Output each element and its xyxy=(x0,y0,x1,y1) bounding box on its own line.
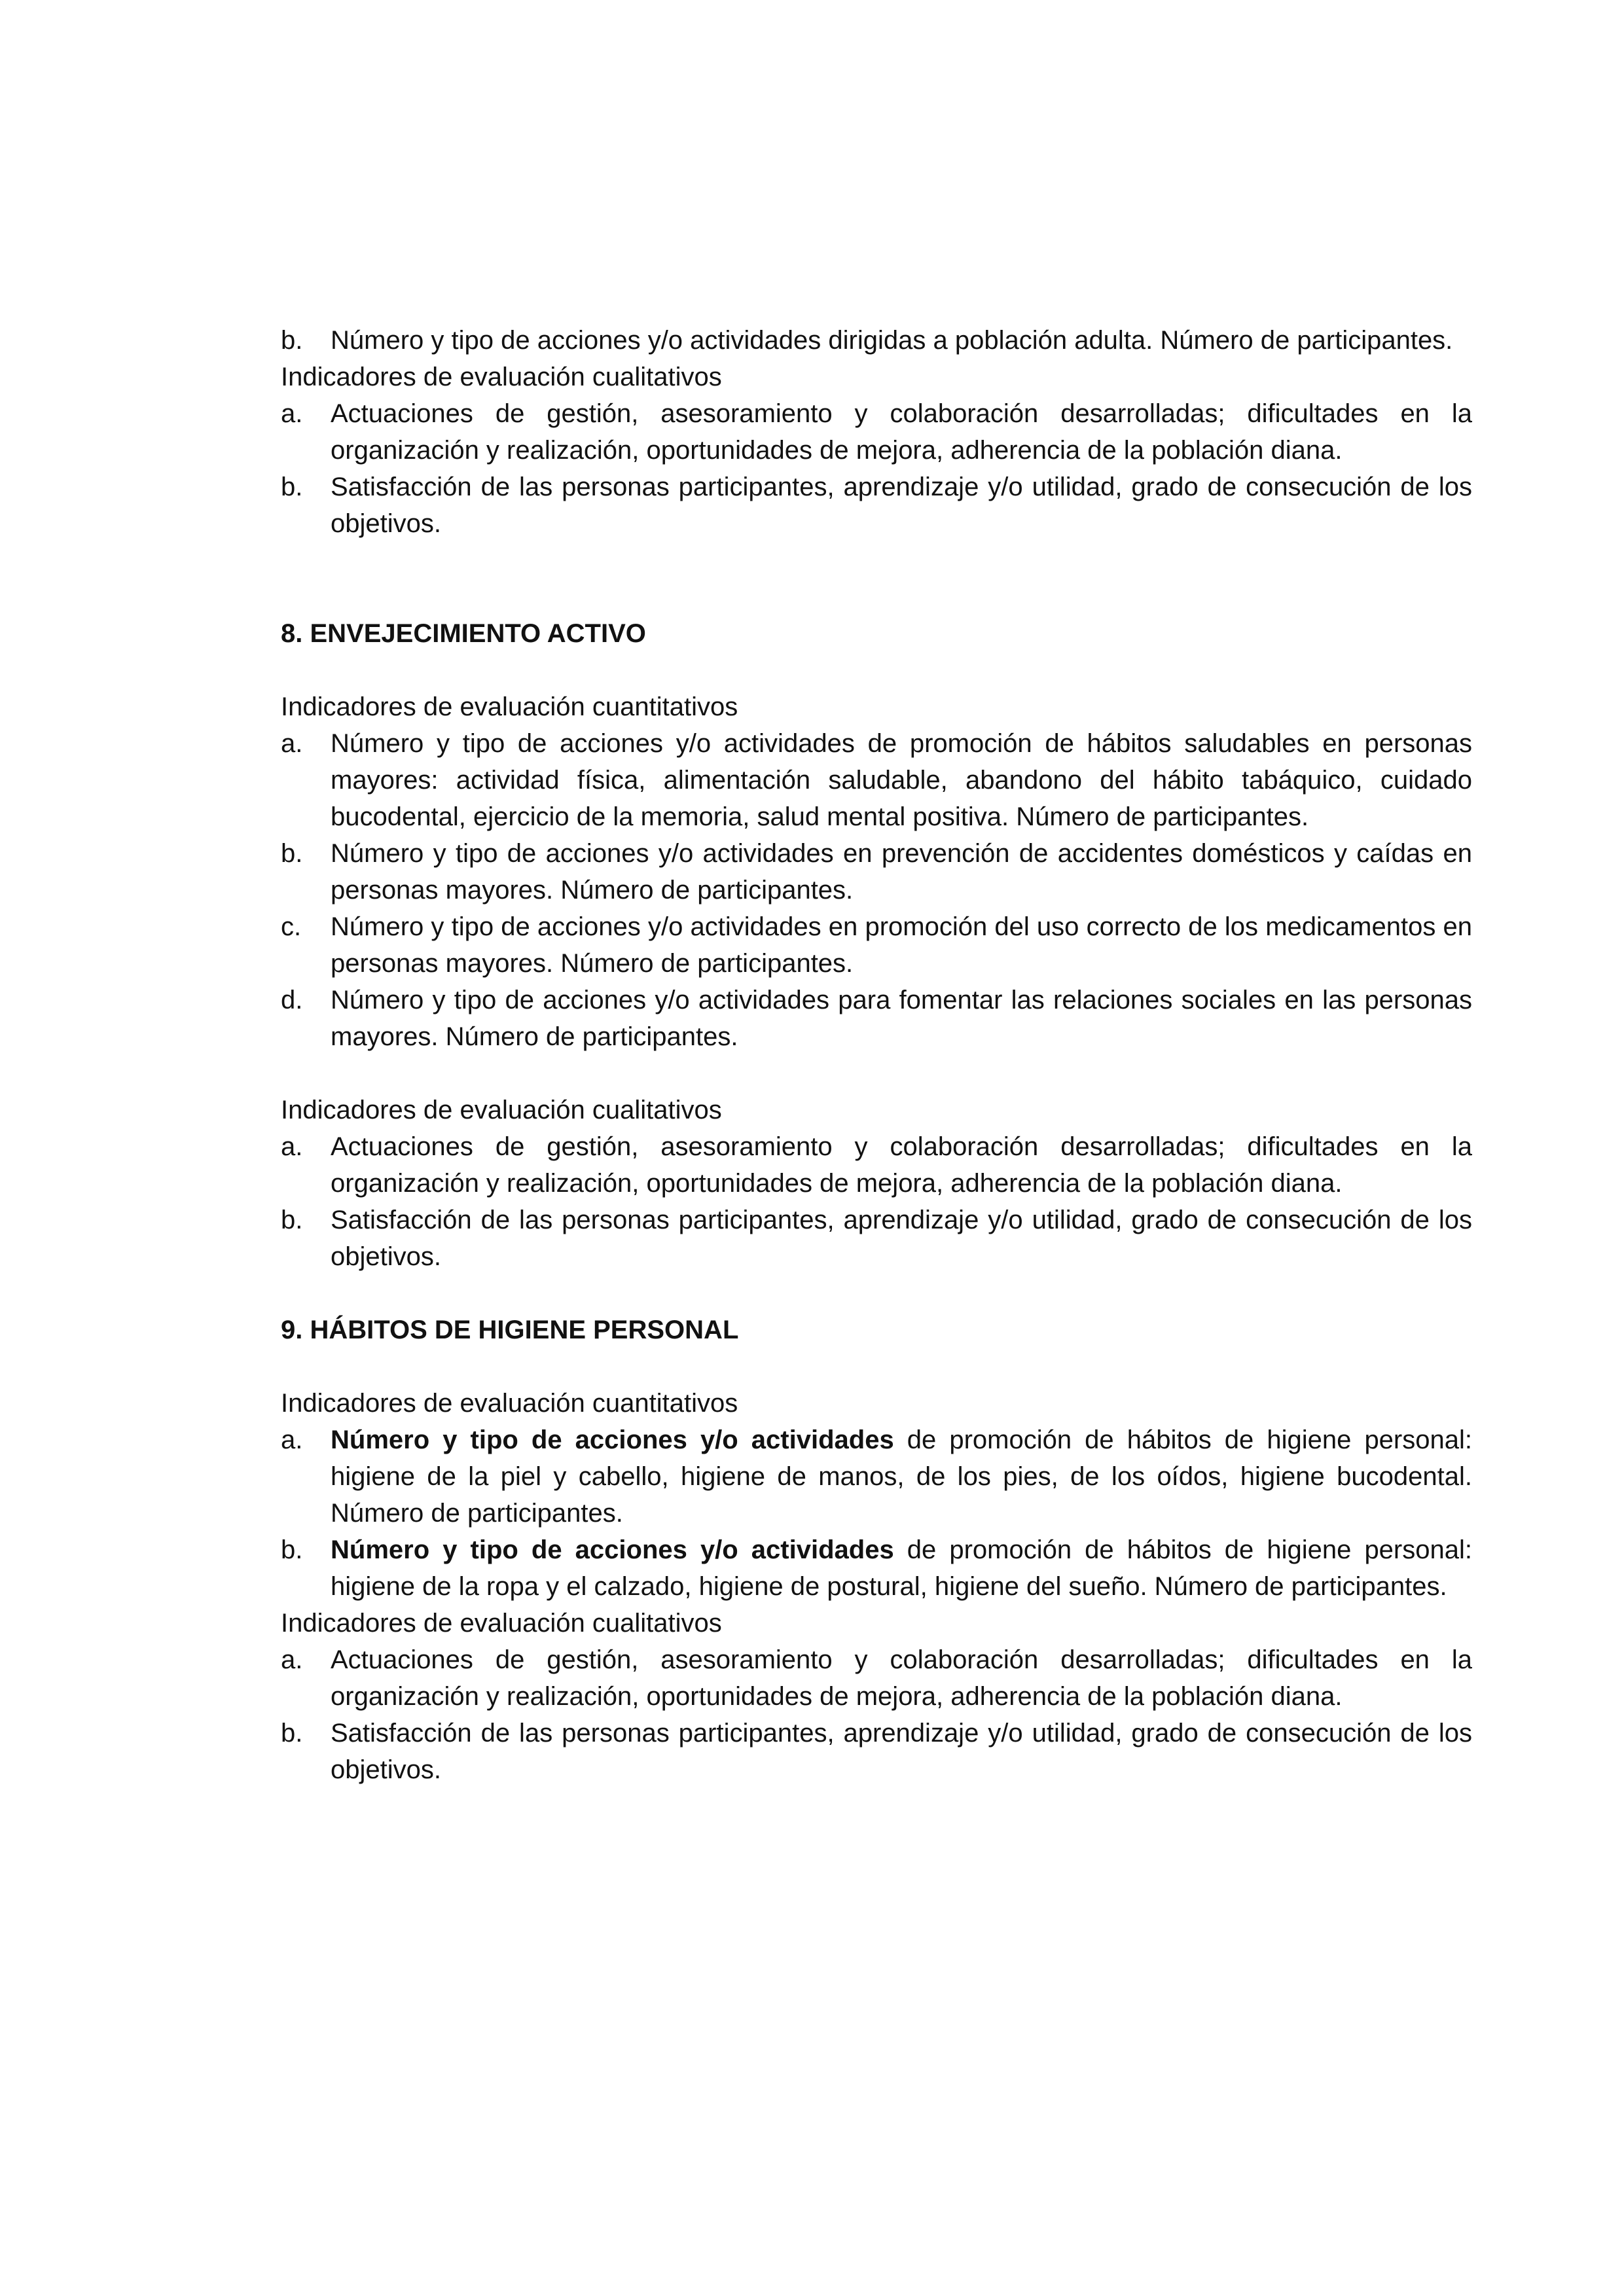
list-item-text: Número y tipo de acciones y/o actividades dirigidas a población adulta. Número de participantes. xyxy=(331,326,1453,355)
section8-quantitative-list xyxy=(281,725,1472,1055)
list-item xyxy=(281,1202,1472,1275)
list-item-text: Número y tipo de acciones y/o actividades en promoción del uso correcto de los medicamentos en personas mayores. Número de participantes. xyxy=(331,912,1472,978)
list-marker: c. xyxy=(281,912,302,941)
list-item xyxy=(281,908,1472,982)
section-heading-8: 8. ENVEJECIMIENTO ACTIVO xyxy=(281,619,646,648)
list-item xyxy=(281,982,1472,1055)
list-item xyxy=(281,469,1472,542)
list-marker: b. xyxy=(281,1206,303,1234)
list-item-text: Actuaciones de gestión, asesoramiento y colaboración desarrolladas; dificultades en la organización y realización, oportunidades de mejora, adherencia de la población diana. xyxy=(331,399,1472,465)
list-marker: d. xyxy=(281,986,303,1014)
list-item xyxy=(281,1641,1472,1715)
list-item-text: Actuaciones de gestión, asesoramiento y colaboración desarrolladas; dificultades en la organización y realización, oportunidades de mejora, adherencia de la población diana. xyxy=(331,1132,1472,1198)
qualitative-indicators-title: Indicadores de evaluación cualitativos xyxy=(281,1096,722,1124)
quantitative-indicators-title: Indicadores de evaluación cuantitativos xyxy=(281,1389,738,1418)
qualitative-indicators-title: Indicadores de evaluación cualitativos xyxy=(281,363,722,391)
list-marker: a. xyxy=(281,1132,303,1161)
list-marker: b. xyxy=(281,839,303,868)
intro-qualitative-list xyxy=(281,395,1472,542)
list-item-text: Satisfacción de las personas participantes, aprendizaje y/o utilidad, grado de consecución de los objetivos. xyxy=(331,473,1472,538)
list-item xyxy=(281,1422,1472,1532)
list-marker: b. xyxy=(281,326,303,355)
list-marker: b. xyxy=(281,1719,303,1748)
list-marker: a. xyxy=(281,1426,303,1454)
list-item-text: Actuaciones de gestión, asesoramiento y colaboración desarrolladas; dificultades en la organización y realización, oportunidades de mejora, adherencia de la población diana. xyxy=(331,1645,1472,1711)
section8-qualitative-list xyxy=(281,1128,1472,1275)
list-item-bold-text: Número y tipo de acciones y/o actividades xyxy=(331,1426,894,1454)
list-item xyxy=(281,322,1472,359)
list-item-text xyxy=(331,1422,1472,1532)
list-item xyxy=(281,725,1472,835)
list-marker: a. xyxy=(281,1645,303,1674)
list-item-bold-text: Número y tipo de acciones y/o actividades xyxy=(331,1535,894,1564)
list-item xyxy=(281,1532,1472,1605)
list-item-text: Satisfacción de las personas participantes, aprendizaje y/o utilidad, grado de consecución de los objetivos. xyxy=(331,1206,1472,1271)
list-item-rest-text: de promoción de hábitos de higiene personal: higiene de la ropa y el calzado, higiene de postural, higiene del sueño. Número de participantes. xyxy=(331,1535,1472,1601)
document-body xyxy=(281,322,1472,1788)
list-item-text xyxy=(331,1532,1472,1605)
list-marker: a. xyxy=(281,729,303,758)
quantitative-indicators-title: Indicadores de evaluación cuantitativos xyxy=(281,692,738,721)
section9-qualitative-list xyxy=(281,1641,1472,1788)
list-item xyxy=(281,1128,1472,1202)
list-item xyxy=(281,395,1472,469)
list-item-text: Número y tipo de acciones y/o actividades para fomentar las relaciones sociales en las personas mayores. Número de participantes. xyxy=(331,986,1472,1051)
list-marker: b. xyxy=(281,1535,303,1564)
list-item-rest-text: de promoción de hábitos de higiene personal: higiene de la piel y cabello, higiene de manos, de los pies, de los oídos, higiene bucodental. Número de participantes. xyxy=(331,1426,1472,1528)
section-heading-9: 9. HÁBITOS DE HIGIENE PERSONAL xyxy=(281,1316,739,1344)
list-item-text: Número y tipo de acciones y/o actividades en prevención de accidentes domésticos y caídas en personas mayores. Número de participantes. xyxy=(331,839,1472,905)
list-marker: a. xyxy=(281,399,303,428)
list-item xyxy=(281,835,1472,908)
list-item-text: Satisfacción de las personas participantes, aprendizaje y/o utilidad, grado de consecución de los objetivos. xyxy=(331,1719,1472,1784)
list-item-text: Número y tipo de acciones y/o actividades de promoción de hábitos saludables en personas mayores: actividad física, alimentación saludable, abandono del hábito tabáquico, cuidado bucodental, ejercicio de la memoria, salud mental positiva. Número de participantes. xyxy=(331,729,1472,831)
list-marker: b. xyxy=(281,473,303,501)
list-item xyxy=(281,1715,1472,1788)
qualitative-indicators-title: Indicadores de evaluación cualitativos xyxy=(281,1609,722,1638)
section9-quantitative-list xyxy=(281,1422,1472,1605)
intro-quantitative-list xyxy=(281,322,1472,359)
